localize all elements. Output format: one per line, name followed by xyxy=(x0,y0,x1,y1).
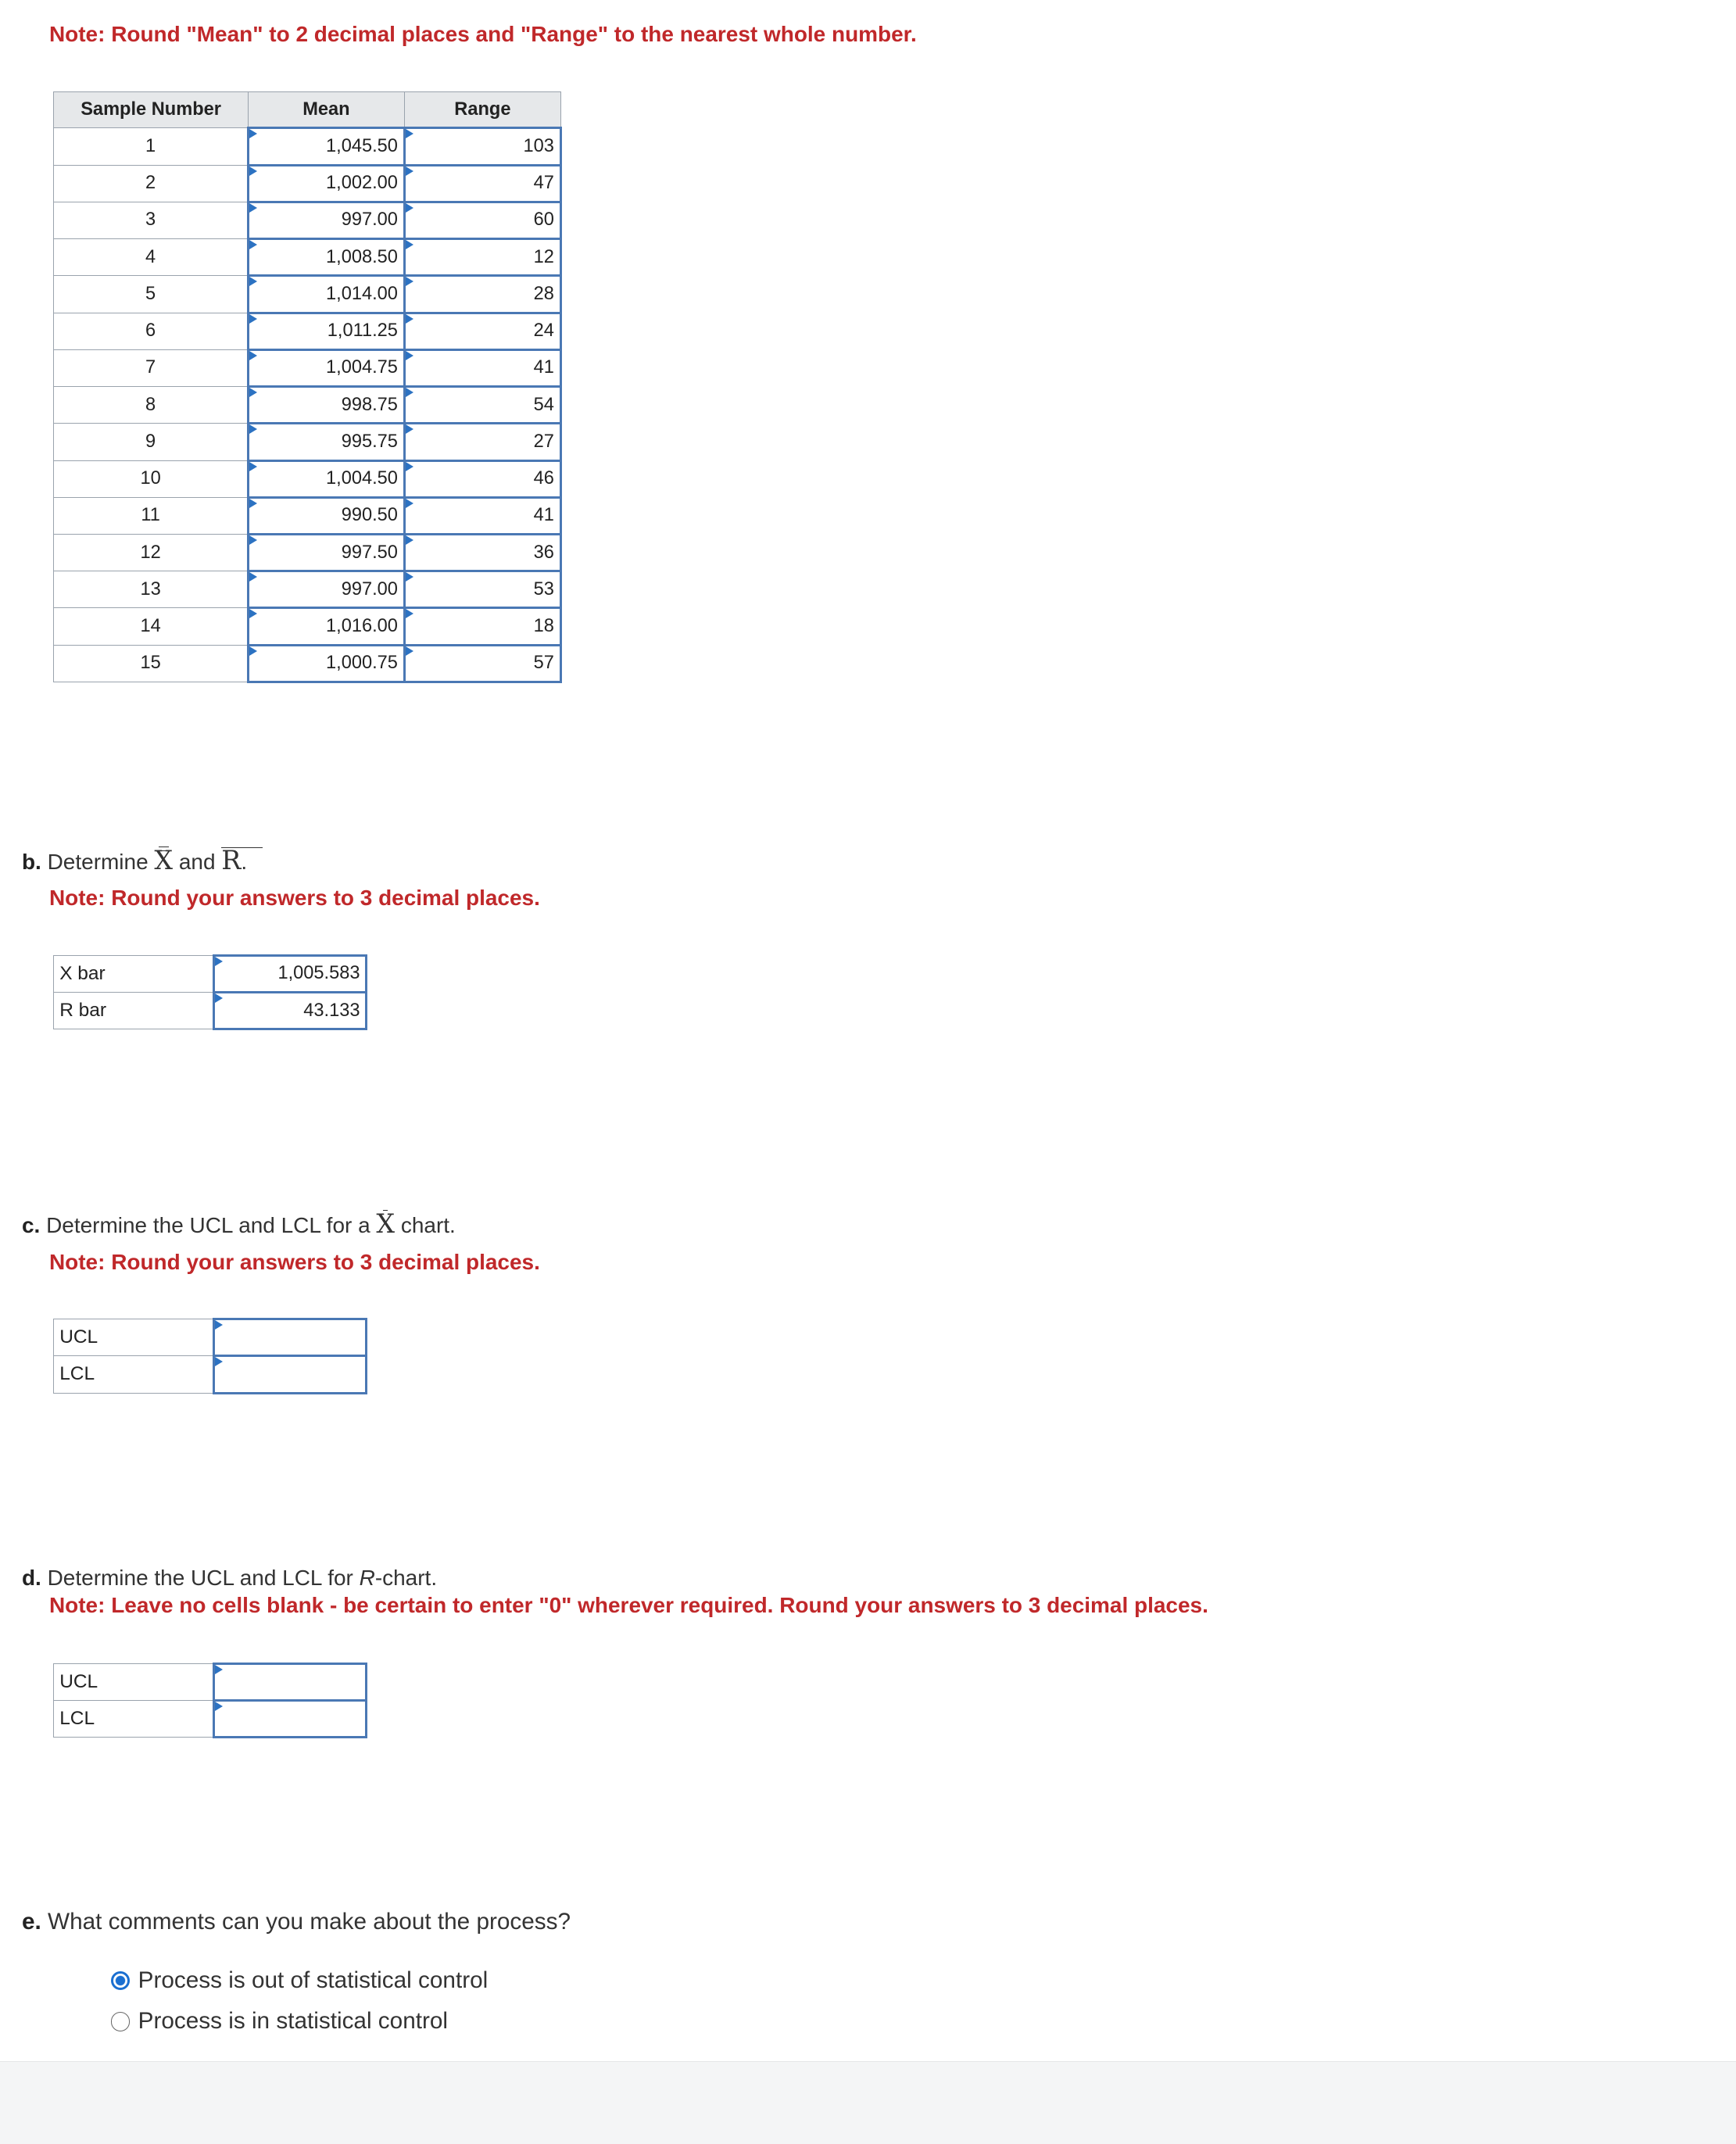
header-mean: Mean xyxy=(248,92,404,128)
sample-number-cell: 11 xyxy=(54,497,249,534)
table-row xyxy=(54,497,561,534)
xbar-row xyxy=(54,955,367,992)
range-input[interactable]: 53 xyxy=(404,571,560,608)
part-d-chart: -chart. xyxy=(374,1565,438,1590)
sample-number-cell: 14 xyxy=(54,608,249,645)
option-out-of-control[interactable] xyxy=(111,1967,489,1994)
part-d-r-symbol: R xyxy=(359,1565,375,1590)
option-in-control-label: Process is in statistical control xyxy=(138,2008,449,2035)
mean-input[interactable]: 997.00 xyxy=(248,571,404,608)
xchart-lcl-input[interactable] xyxy=(214,1356,367,1393)
mean-input[interactable]: 1,011.25 xyxy=(248,313,404,349)
sample-number-cell: 6 xyxy=(54,313,249,349)
mean-input[interactable]: 1,014.00 xyxy=(248,276,404,313)
xbar-label: X bar xyxy=(54,955,214,992)
part-c-table xyxy=(53,1318,367,1394)
part-d-letter: d. xyxy=(21,1565,41,1590)
part-b-period: . xyxy=(241,849,248,874)
part-b-table xyxy=(53,954,367,1030)
part-c-note: Note: Round your answers to 3 decimal places. xyxy=(48,1249,540,1274)
mean-input[interactable]: 998.75 xyxy=(248,387,404,424)
range-input[interactable]: 60 xyxy=(404,202,560,238)
rounding-note: Note: Round "Mean" to 2 decimal places and "Range" to the nearest whole number. xyxy=(48,21,917,46)
part-e-letter: e. xyxy=(21,1908,41,1935)
mean-input[interactable]: 1,000.75 xyxy=(248,645,404,682)
page-footer xyxy=(0,2061,1736,2144)
xbar-input[interactable]: 1,005.583 xyxy=(214,955,367,992)
rchart-ucl-input[interactable] xyxy=(214,1663,367,1700)
range-input[interactable]: 12 xyxy=(404,239,560,276)
part-d-note: Note: Leave no cells blank - be certain to enter "0" wherever required. Round your answers to 3 decimal places. xyxy=(48,1592,1208,1617)
part-e-question xyxy=(22,1909,571,1935)
table-row xyxy=(54,424,561,460)
table-row xyxy=(54,534,561,571)
sample-number-cell: 2 xyxy=(54,165,249,202)
range-input[interactable]: 41 xyxy=(404,497,560,534)
xchart-ucl-input[interactable] xyxy=(214,1319,367,1356)
sample-number-cell: 15 xyxy=(54,645,249,682)
xchart-ucl-label: UCL xyxy=(54,1319,214,1356)
radio-selected-icon[interactable] xyxy=(111,1971,130,1990)
table-row xyxy=(54,608,561,645)
table-row xyxy=(54,128,561,165)
mean-input[interactable]: 1,008.50 xyxy=(248,239,404,276)
range-input[interactable]: 46 xyxy=(404,460,560,497)
range-input[interactable]: 57 xyxy=(404,645,560,682)
table-row xyxy=(54,239,561,276)
table-row xyxy=(54,349,561,386)
part-b-letter: b. xyxy=(21,849,41,874)
table-row xyxy=(54,202,561,238)
sample-table xyxy=(53,91,562,683)
header-range: Range xyxy=(404,92,560,128)
part-c-text: Determine the UCL and LCL for a xyxy=(46,1213,370,1238)
range-input[interactable]: 54 xyxy=(404,387,560,424)
mean-input[interactable]: 995.75 xyxy=(248,424,404,460)
mean-input[interactable]: 997.00 xyxy=(248,202,404,238)
option-in-control[interactable] xyxy=(111,2008,448,2035)
part-c-question xyxy=(22,1208,456,1239)
mean-input[interactable]: 990.50 xyxy=(248,497,404,534)
table-row xyxy=(54,387,561,424)
table-row xyxy=(54,276,561,313)
range-input[interactable]: 28 xyxy=(404,276,560,313)
sample-table-body xyxy=(54,128,561,682)
sample-number-cell: 1 xyxy=(54,128,249,165)
sample-number-cell: 10 xyxy=(54,460,249,497)
range-input[interactable]: 103 xyxy=(404,128,560,165)
range-input[interactable]: 27 xyxy=(404,424,560,460)
rchart-lcl-input[interactable] xyxy=(214,1701,367,1738)
rchart-ucl-row xyxy=(54,1663,367,1700)
table-row xyxy=(54,460,561,497)
rbar-row xyxy=(54,993,367,1029)
radio-unselected-icon[interactable] xyxy=(111,2012,130,2031)
range-input[interactable]: 36 xyxy=(404,534,560,571)
table-row xyxy=(54,165,561,202)
part-d-text: Determine the UCL and LCL for xyxy=(47,1565,353,1590)
part-e-text: What comments can you make about the process? xyxy=(48,1908,571,1935)
rbar-input[interactable]: 43.133 xyxy=(214,993,367,1029)
part-d-table xyxy=(53,1663,367,1738)
table-row xyxy=(54,645,561,682)
rbar-label: R bar xyxy=(54,993,214,1029)
table-row xyxy=(54,313,561,349)
range-input[interactable]: 18 xyxy=(404,608,560,645)
range-input[interactable]: 41 xyxy=(404,349,560,386)
option-out-of-control-label: Process is out of statistical control xyxy=(138,1967,489,1993)
part-c-chart: chart. xyxy=(400,1213,456,1238)
sample-number-cell: 7 xyxy=(54,349,249,386)
sample-number-cell: 12 xyxy=(54,534,249,571)
header-sample-number: Sample Number xyxy=(54,92,249,128)
part-b-question xyxy=(22,845,247,875)
part-d-question xyxy=(22,1566,437,1591)
part-b-text: Determine xyxy=(47,849,149,874)
sample-number-cell: 5 xyxy=(54,276,249,313)
sample-number-cell: 8 xyxy=(54,387,249,424)
rchart-lcl-label: LCL xyxy=(54,1701,214,1738)
part-c-letter: c. xyxy=(21,1213,41,1238)
x-bar-symbol: X xyxy=(376,1208,396,1240)
mean-input[interactable]: 997.50 xyxy=(248,534,404,571)
range-input[interactable]: 24 xyxy=(404,313,560,349)
rchart-ucl-label: UCL xyxy=(54,1663,214,1700)
mean-input[interactable]: 1,045.50 xyxy=(248,128,404,165)
range-input[interactable]: 47 xyxy=(404,165,560,202)
mean-input[interactable]: 1,002.00 xyxy=(248,165,404,202)
mean-input[interactable]: 1,004.50 xyxy=(248,460,404,497)
sample-number-cell: 9 xyxy=(54,424,249,460)
sample-number-cell: 13 xyxy=(54,571,249,608)
part-b-and: and xyxy=(178,849,216,874)
xchart-lcl-label: LCL xyxy=(54,1356,214,1393)
rchart-lcl-row xyxy=(54,1701,367,1738)
mean-input[interactable]: 1,016.00 xyxy=(248,608,404,645)
mean-input[interactable]: 1,004.75 xyxy=(248,349,404,386)
r-bar-symbol: R xyxy=(221,845,241,875)
sample-number-cell: 4 xyxy=(54,239,249,276)
part-b-note: Note: Round your answers to 3 decimal places. xyxy=(48,886,540,911)
sample-number-cell: 3 xyxy=(54,202,249,238)
xchart-lcl-row xyxy=(54,1356,367,1393)
x-double-bar-symbol: X xyxy=(154,844,174,875)
xchart-ucl-row xyxy=(54,1319,367,1356)
table-row xyxy=(54,571,561,608)
